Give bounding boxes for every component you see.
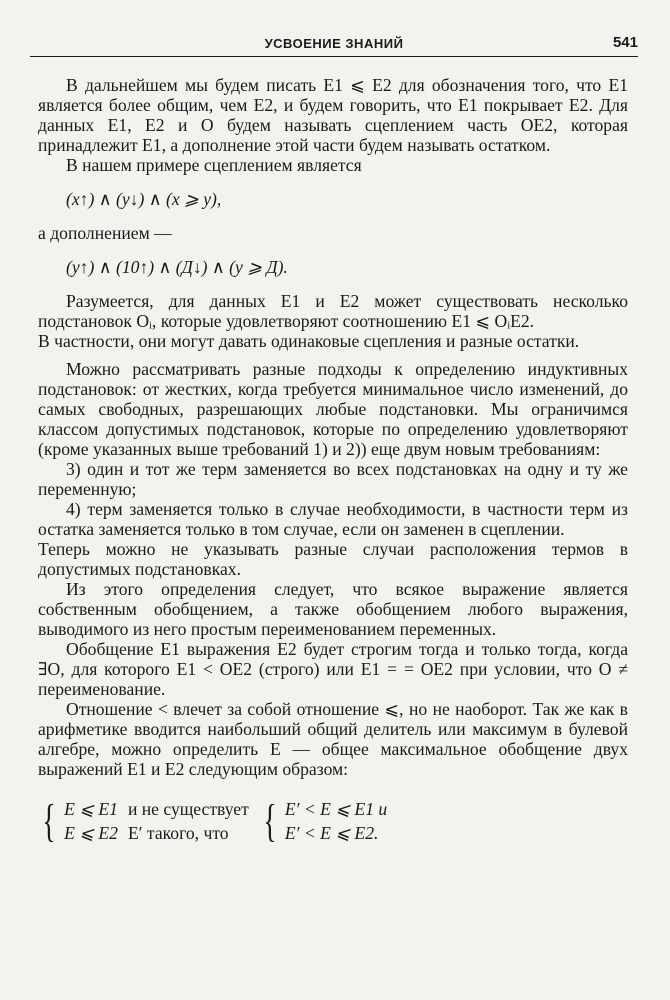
page-number: 541 xyxy=(612,34,638,51)
running-title: УСВОЕНИЕ ЗНАНИЙ xyxy=(264,36,404,51)
definition-cases xyxy=(38,797,628,845)
paragraph-3: а дополнением — xyxy=(38,223,172,243)
paragraph-11: Обобщение E1 выражения E2 будет строгим тогда и только тогда, когда ∃O, для которого E1 < OE2 (строго) или E1 = = OE2 при условии, что O ≠ переименование. xyxy=(38,639,628,699)
condition-left-1: E ⩽ E1 xyxy=(64,799,118,819)
condition-right-1: E′ < E ⩽ E1 и xyxy=(284,799,388,819)
middle-text-1: и не существует xyxy=(127,799,249,819)
paragraph-2: В нашем примере сцеплением является xyxy=(66,155,362,175)
condition-left-2: E ⩽ E2 xyxy=(64,823,118,843)
page-body xyxy=(38,75,628,845)
paragraph-8: 4) терм заменяется только в случае необходимости, в частности терм из остатка заменяется только в том случае, если он заменен в сцеплении. xyxy=(38,499,628,539)
paragraph-5: В частности, они могут давать одинаковые сцепления и разные остатки. xyxy=(38,331,580,351)
paragraph-10: Из этого определения следует, что всякое выражение является собственным обобщением, а также обобщением любого выражения, выводимого из него простым переименованием переменных. xyxy=(38,579,628,639)
paragraph-9: Теперь можно не указывать разные случаи расположения термов в допустимых подстановках. xyxy=(38,539,628,579)
right-brace: { xyxy=(263,795,277,846)
formula-complement: (y↑) ∧ (10↑) ∧ (Д↓) ∧ (y ⩾ Д). xyxy=(66,257,288,277)
middle-text xyxy=(128,797,249,845)
page-header xyxy=(30,30,638,57)
paragraph-1: В дальнейшем мы будем писать E1 ⩽ E2 для обозначения того, что E1 является более общим, чем E2, и будем говорить, что E1 покрывает E2. Для данных E1, E2 и O будем называть сцеплением часть OE2, которая принадлежит E1, а дополнение этой части будем называть остатком. xyxy=(38,75,628,155)
left-conditions xyxy=(64,797,118,845)
condition-right-2: E′ < E ⩽ E2. xyxy=(284,823,379,843)
paragraph-6: Можно рассматривать разные подходы к определению индуктивных подстановок: от жестких, когда требуется минимальное число изменений, до самых свободных, разрешающих любые подстановки. Мы ограничимся классом допустимых подстановок, которые по определению удовлетворяют (кроме указанных выше требований 1) и 2)) еще двум новым требованиям: xyxy=(38,359,628,459)
middle-text-2: E′ такого, что xyxy=(127,823,229,843)
left-brace: { xyxy=(42,795,56,846)
paragraph-4: Разумеется, для данных E1 и E2 может существовать несколько подстановок Oᵢ, которые удовлетворяют соотношению E1 ⩽ OᵢE2. xyxy=(38,291,628,331)
paragraph-12: Отношение < влечет за собой отношение ⩽, но не наоборот. Так же как в арифметике вводится наибольший общий делитель или максимум в булевой алгебре, можно определить E — общее максимальное обобщение двух выражений E1 и E2 следующим образом: xyxy=(38,699,628,779)
formula-coupling: (x↑) ∧ (y↓) ∧ (x ⩾ y), xyxy=(66,189,222,209)
paragraph-7: 3) один и тот же терм заменяется во всех подстановках на одну и ту же переменную; xyxy=(38,459,628,499)
right-conditions xyxy=(285,797,387,845)
